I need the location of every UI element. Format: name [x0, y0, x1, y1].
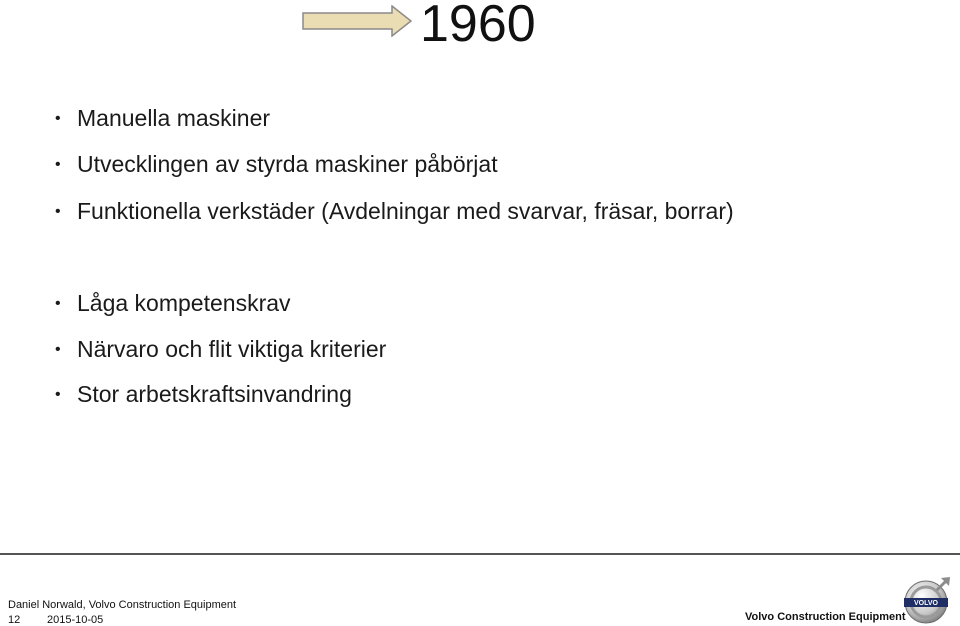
bullet-text: Manuella maskiner [77, 105, 271, 131]
bullet-item [55, 150, 498, 179]
bullet-dot: • [55, 341, 61, 358]
volvo-logo-icon [901, 574, 953, 626]
bullet-item [55, 335, 386, 364]
bullet-text: Utvecklingen av styrda maskiner påbörjat [77, 151, 498, 177]
footer-divider [0, 553, 960, 555]
footer-presenter: Daniel Norwald, Volvo Construction Equipment [8, 599, 237, 611]
bullet-dot: • [55, 156, 61, 173]
right-arrow-icon [302, 5, 412, 37]
bullet-text: Närvaro och flit viktiga kriterier [77, 336, 387, 362]
bullet-item [55, 380, 352, 409]
bullet-text: Låga kompetenskrav [77, 290, 291, 316]
bullet-text: Stor arbetskraftsinvandring [77, 381, 352, 407]
bullet-dot: • [55, 110, 61, 127]
footer-company: Volvo Construction Equipment [745, 611, 906, 623]
logo-text: VOLVO [914, 600, 938, 607]
footer-date: 2015-10-05 [47, 614, 104, 626]
bullet-dot: • [55, 295, 61, 312]
bullet-item [55, 104, 270, 133]
bullet-item [55, 197, 734, 226]
page-number: 12 [8, 614, 21, 626]
bullet-dot: • [55, 386, 61, 403]
bullet-text: Funktionella verkstäder (Avdelningar med svarvar, fräsar, borrar) [77, 198, 734, 224]
slide-title-year: 1960 [420, 0, 536, 53]
bullet-item [55, 289, 291, 318]
bullet-dot: • [55, 203, 61, 220]
